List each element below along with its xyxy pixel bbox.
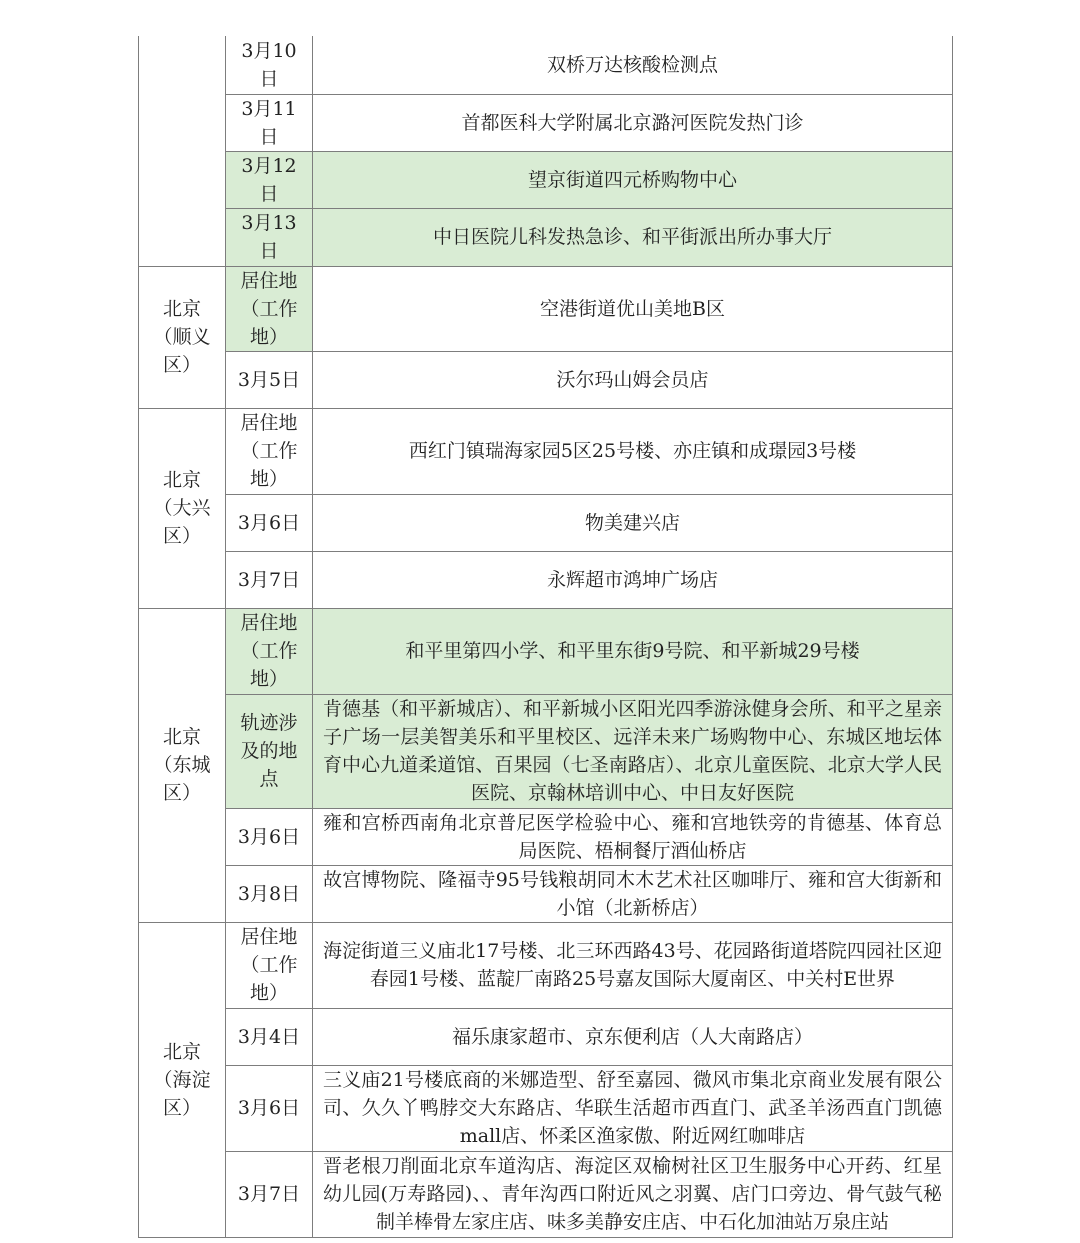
place-cell: 永辉超市鸿坤广场店 <box>313 551 953 608</box>
date-cell: 3月5日 <box>226 351 313 408</box>
date-cell: 3月6日 <box>226 1065 313 1151</box>
place-cell: 和平里第四小学、和平里东街9号院、和平新城29号楼 <box>313 608 953 694</box>
table-row <box>139 351 953 408</box>
trace-table <box>138 36 953 1238</box>
date-cell: 3月7日 <box>226 551 313 608</box>
place-cell: 故宫博物院、隆福寺95号钱粮胡同木木艺术社区咖啡厅、雍和宫大街新和小馆（北新桥店） <box>313 865 953 922</box>
date-cell: 居住地（工作地） <box>226 922 313 1008</box>
table-row <box>139 494 953 551</box>
table-row <box>139 694 953 808</box>
table-row <box>139 551 953 608</box>
date-cell: 3月7日 <box>226 1151 313 1237</box>
date-cell: 轨迹涉及的地点 <box>226 694 313 808</box>
place-cell: 三义庙21号楼底商的米娜造型、舒至嘉园、微风市集北京商业发展有限公司、久久丫鸭脖交大东路店、华联生活超市西直门、武圣羊汤西直门凯德mall店、怀柔区渔家傲、附近网红咖啡店 <box>313 1065 953 1151</box>
place-cell: 物美建兴店 <box>313 494 953 551</box>
table-row <box>139 808 953 865</box>
date-cell: 3月6日 <box>226 494 313 551</box>
region-cell-continued <box>139 36 226 266</box>
place-cell: 沃尔玛山姆会员店 <box>313 351 953 408</box>
place-cell: 海淀街道三义庙北17号楼、北三环西路43号、花园路街道塔院四园社区迎春园1号楼、蓝靛厂南路25号嘉友国际大厦南区、中关村E世界 <box>313 922 953 1008</box>
table-row <box>139 608 953 694</box>
place-cell: 晋老根刀削面北京车道沟店、海淀区双榆树社区卫生服务中心开药、红星幼儿园(万寿路园)、、青年沟西口附近风之羽翼、店门口旁边、骨气鼓气秘制羊棒骨左家庄店、味多美静安庄店、中石化加油站万泉庄站 <box>313 1151 953 1237</box>
table-row <box>139 922 953 1008</box>
region-cell-haidian: 北京（海淀区） <box>139 922 226 1237</box>
date-cell: 3月12日 <box>226 151 313 208</box>
date-cell: 居住地（工作地） <box>226 266 313 351</box>
date-cell: 居住地（工作地） <box>226 408 313 494</box>
table-row <box>139 1008 953 1065</box>
table-row <box>139 94 953 151</box>
region-cell-shunyi: 北京（顺义区） <box>139 266 226 408</box>
table-row <box>139 408 953 494</box>
place-cell: 首都医科大学附属北京潞河医院发热门诊 <box>313 94 953 151</box>
table-row <box>139 266 953 351</box>
place-cell: 中日医院儿科发热急诊、和平街派出所办事大厅 <box>313 208 953 266</box>
date-cell: 3月4日 <box>226 1008 313 1065</box>
table-row <box>139 865 953 922</box>
table-row <box>139 1151 953 1237</box>
place-cell: 双桥万达核酸检测点 <box>313 36 953 94</box>
place-cell: 空港街道优山美地B区 <box>313 266 953 351</box>
place-cell: 西红门镇瑞海家园5区25号楼、亦庄镇和成璟园3号楼 <box>313 408 953 494</box>
date-cell: 3月6日 <box>226 808 313 865</box>
place-cell: 雍和宫桥西南角北京普尼医学检验中心、雍和宫地铁旁的肯德基、体育总局医院、梧桐餐厅酒仙桥店 <box>313 808 953 865</box>
table-row <box>139 208 953 266</box>
table-row <box>139 1065 953 1151</box>
place-cell: 肯德基（和平新城店）、和平新城小区阳光四季游泳健身会所、和平之星亲子广场一层美智美乐和平里校区、远洋未来广场购物中心、东城区地坛体育中心九道柔道馆、百果园（七圣南路店）、北京儿童医院、北京大学人民医院、京翰林培训中心、中日友好医院 <box>313 694 953 808</box>
date-cell: 3月13日 <box>226 208 313 266</box>
date-cell: 3月10日 <box>226 36 313 94</box>
place-cell: 福乐康家超市、京东便利店（人大南路店） <box>313 1008 953 1065</box>
table-row <box>139 36 953 94</box>
date-cell: 居住地（工作地） <box>226 608 313 694</box>
date-cell: 3月11日 <box>226 94 313 151</box>
region-cell-dongcheng: 北京（东城区） <box>139 608 226 922</box>
region-cell-daxing: 北京（大兴区） <box>139 408 226 608</box>
place-cell: 望京街道四元桥购物中心 <box>313 151 953 208</box>
table-row <box>139 151 953 208</box>
date-cell: 3月8日 <box>226 865 313 922</box>
